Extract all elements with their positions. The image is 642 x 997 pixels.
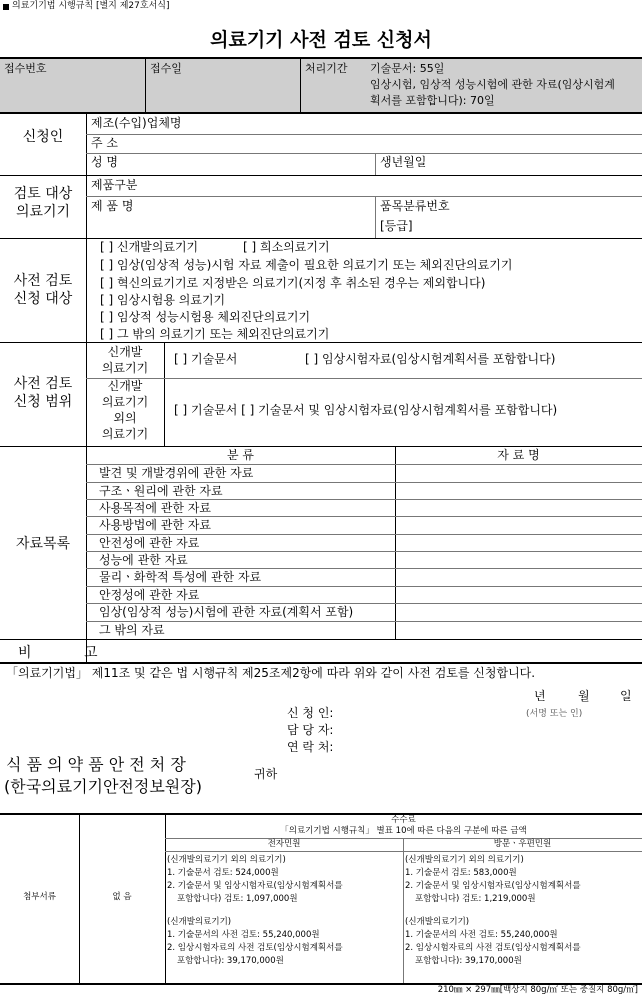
fee-col-visit-mail: 방문ㆍ우편민원: [493, 839, 552, 849]
checkbox-new-device[interactable]: [ ] 신개발의료기기: [100, 240, 199, 254]
checkbox-clinical-trial-device[interactable]: [ ] 임상시험용 의료기기: [100, 293, 226, 307]
scope-new-label-1: 신개발: [107, 345, 143, 359]
fee-v-heading-new: (신개발의료기기): [405, 917, 470, 927]
list-item: 성능에 관한 자료: [99, 553, 188, 567]
period-tech: 기술문서: 55일: [370, 62, 445, 75]
list-item: 사용목적에 관한 자료: [99, 501, 211, 515]
signer-manager-label: 담 당 자:: [287, 723, 334, 737]
product-category-field[interactable]: 제품구분: [91, 178, 138, 192]
list-item: 임상(임상적 성능)시험에 관한 자료(계획서 포함): [99, 605, 354, 619]
fee-v-line-4b: 포함합니다): 39,170,000원: [415, 956, 522, 966]
fee-v-line-2a: 2. 기술문서 및 임상시험자료(임상시험계획서를: [405, 881, 581, 891]
checkbox-scope-new-clinical[interactable]: [ ] 임상시험자료(임상시험계획서를 포함합니다): [305, 352, 556, 366]
signature-note: (서명 또는 인): [526, 709, 583, 719]
list-item: 구조ㆍ원리에 관한 자료: [99, 484, 223, 498]
device-label-2: 의료기기: [15, 204, 71, 220]
receipt-number-label: 접수번호: [4, 62, 47, 75]
recipient-suffix: 귀하: [254, 767, 278, 781]
page-title: 의료기기 사전 검토 신청서: [210, 29, 432, 51]
target-label-1: 사전 검토: [13, 273, 73, 289]
recipient-line-1: 식 품 의 약 품 안 전 처 장: [6, 755, 186, 774]
birth-date-field[interactable]: 생년월일: [380, 155, 427, 169]
list-item: 사용방법에 관한 자료: [99, 518, 211, 532]
scope-label-2: 신청 범위: [13, 394, 73, 410]
product-name-field[interactable]: 제 품 명: [91, 199, 134, 213]
applicant-label: 신청인: [22, 129, 64, 145]
fee-e-line-2b: 포함합니다) 검토: 1,097,000원: [177, 894, 298, 904]
materials-label: 자료목록: [15, 536, 71, 552]
fee-v-line-2b: 포함합니다) 검토: 1,219,000원: [415, 894, 536, 904]
materials-col-name: 자 료 명: [497, 448, 540, 462]
fee-e-line-1: 1. 기술문서 검토: 524,000원: [167, 868, 279, 878]
scope-other-label-2: 의료기기: [101, 395, 149, 409]
attachments-none: 없 음: [112, 892, 132, 902]
list-item: 그 밖의 자료: [99, 623, 165, 637]
fee-col-electronic: 전자민원: [267, 839, 301, 849]
date-day[interactable]: 일: [620, 689, 632, 703]
date-year[interactable]: 년: [534, 689, 546, 703]
materials-col-category: 분 류: [227, 448, 254, 462]
checkbox-scope-new-tech[interactable]: [ ] 기술문서: [174, 352, 238, 366]
period-clinical-2: 획서를 포함합니다): 70일: [370, 94, 495, 107]
list-item: 안정성에 관한 자료: [99, 588, 200, 602]
checkbox-innovative-device[interactable]: [ ] 혁신의료기기로 지정받은 의료기기(지정 후 취소된 경우는 제외합니다): [100, 276, 486, 290]
name-field[interactable]: 성 명: [91, 155, 118, 169]
scope-other-label-3: 외의: [113, 411, 137, 425]
form-header-note: 의료기기법 시행규칙 [별지 제27호서식]: [12, 1, 170, 11]
signer-applicant-label: 신 청 인:: [287, 706, 334, 720]
scope-new-label-2: 의료기기: [101, 361, 149, 375]
target-label-2: 신청 대상: [13, 291, 73, 307]
recipient-line-2: (한국의료기기안전정보원장): [4, 777, 202, 796]
checkbox-clinical-data-device[interactable]: [ ] 임상(임상적 성능)시험 자료 제출이 필요한 의료기기 또는 체외진단의료기기: [100, 258, 513, 272]
checkbox-rare-device[interactable]: [ ] 희소의료기기: [243, 240, 330, 254]
checkbox-performance-ivd[interactable]: [ ] 임상적 성능시험용 체외진단의료기기: [100, 310, 311, 324]
fee-v-line-1: 1. 기술문서 검토: 583,000원: [405, 868, 517, 878]
fee-e-line-4b: 포함합니다): 39,170,000원: [177, 956, 284, 966]
processing-period-label: 처리기간: [305, 62, 348, 75]
fee-e-line-4a: 2. 임상시험자료의 사전 검토(임상시험계획서를: [167, 943, 343, 953]
fee-e-line-3: 1. 기술문서의 사전 검토: 55,240,000원: [167, 930, 320, 940]
fee-title: 수수료: [391, 815, 416, 825]
attachments-label: 첨부서류: [23, 892, 56, 902]
fee-e-line-2a: 2. 기술문서 및 임상시험자료(임상시험계획서를: [167, 881, 343, 891]
scope-other-label-4: 의료기기: [101, 427, 149, 441]
remarks-label: 비 고: [18, 645, 122, 661]
device-label-1: 검토 대상: [13, 186, 73, 202]
signer-contact-label: 연 락 처:: [287, 740, 334, 754]
grade-field[interactable]: [등급]: [380, 219, 413, 233]
fee-basis: 「의료기기법 시행규칙」 별표 10에 따른 다음의 구분에 따른 금액: [280, 826, 527, 836]
receipt-date-label: 접수일: [150, 62, 182, 75]
address-field[interactable]: 주 소: [91, 136, 118, 150]
fee-e-heading-other: (신개발의료기기 외의 의료기기): [167, 855, 286, 865]
fee-v-line-4a: 2. 임상시험자료의 사전 검토(임상시험계획서를: [405, 943, 581, 953]
company-name-field[interactable]: 제조(수입)업체명: [91, 116, 182, 130]
classification-number-field[interactable]: 품목분류번호: [380, 199, 450, 213]
fee-v-heading-other: (신개발의료기기 외의 의료기기): [405, 855, 524, 865]
fee-e-heading-new: (신개발의료기기): [167, 917, 232, 927]
paper-spec-footer: 210㎜ × 297㎜[백상지 80g/㎡ 또는 중질지 80g/㎡]: [437, 985, 638, 995]
list-item: 안전성에 관한 자료: [99, 536, 200, 550]
period-clinical-1: 임상시험, 임상적 성능시험에 관한 자료(임상시험계: [370, 78, 615, 91]
scope-label-1: 사전 검토: [13, 376, 73, 392]
fee-v-line-3: 1. 기술문서의 사전 검토: 55,240,000원: [405, 930, 558, 940]
checkbox-other-device[interactable]: [ ] 그 밖의 의료기기 또는 체외진단의료기기: [100, 327, 330, 341]
scope-other-label-1: 신개발: [107, 379, 143, 393]
header-square-icon: [3, 4, 9, 10]
date-month[interactable]: 월: [578, 689, 590, 703]
list-item: 발견 및 개발경위에 관한 자료: [99, 466, 254, 480]
checkbox-scope-other-options[interactable]: [ ] 기술문서 [ ] 기술문서 및 임상시험자료(임상시험계획서를 포함합니다): [174, 403, 558, 417]
list-item: 물리ㆍ화학적 특성에 관한 자료: [99, 570, 262, 584]
application-statement: 「의료기기법」 제11조 및 같은 법 시행규칙 제25조제2항에 따라 위와 같이 사전 검토를 신청합니다.: [6, 666, 536, 680]
